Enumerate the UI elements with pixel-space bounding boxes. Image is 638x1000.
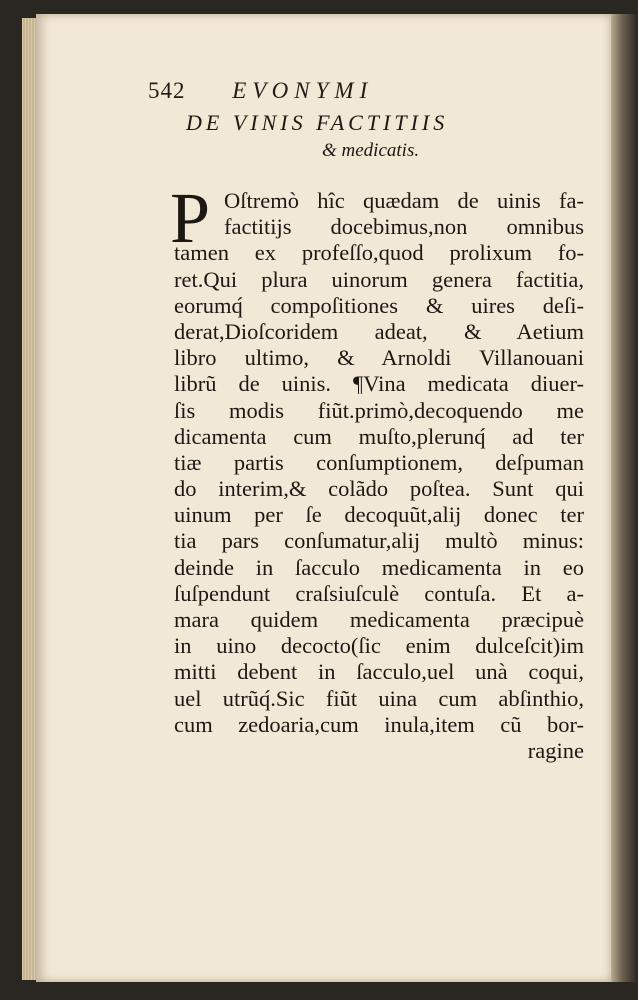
running-head: EVONYMI	[232, 78, 374, 103]
section-subtitle: & medicatis.	[322, 140, 420, 161]
text-line: mara quidem medicamenta præcipuè	[174, 607, 584, 632]
text-line: ret.Qui plura uinorum genera factitia,	[174, 266, 584, 292]
text-line: uinum per ſe decoquũt,alij donec ter	[174, 502, 584, 528]
text-line: eorumq́ compoſitiones & uires deſi-	[174, 292, 584, 318]
text-line: dicamenta cum muſto,plerunq́ ad ter	[174, 423, 584, 449]
catchword: ragine	[527, 737, 584, 763]
body-text	[174, 188, 584, 764]
text-line: uel utrũq́.Sic fiũt uina cum abſinthio,	[174, 685, 584, 711]
section-title: DE VINIS FACTITIIS	[186, 110, 449, 135]
text-line: mitti debent in ſacculo,uel unà coqui,	[174, 659, 584, 685]
text-line: derat,Dioſcoridem adeat, & Aetium	[174, 318, 584, 344]
drop-capital: P	[170, 178, 211, 258]
facing-page-edge	[611, 14, 638, 982]
text-line: tia pars conſumatur,alij multò minus:	[174, 528, 584, 554]
text-line: libro ultimo, & Arnoldi Villanouani	[174, 345, 584, 371]
text-line: librũ de uinis. ¶Vina medicata diuer-	[174, 371, 584, 397]
text-line: cum zedoaria,cum inula,item cũ bor-	[174, 711, 584, 737]
running-header	[148, 78, 373, 104]
text-line: Oſtremò hîc quædam de uinis fa-	[224, 188, 584, 213]
text-line: ſis modis fiũt.primò,decoquendo me	[174, 397, 584, 423]
text-line: tiæ partis conſumptionem, deſpuman	[174, 449, 584, 475]
text-line: tamen ex profeſſo,quod prolixum fo-	[174, 240, 584, 266]
page-number: 542	[148, 78, 186, 103]
text-line: ſuſpendunt craſsiuſculè contuſa. Et a-	[174, 580, 584, 606]
text-line: in uino decocto(ſic enim dulceſcit)im	[174, 633, 584, 659]
text-line: do interim,& colãdo poſtea. Sunt qui	[174, 476, 584, 502]
text-line: factitijs docebimus,non omnibus	[224, 214, 584, 240]
text-line: deinde in ſacculo medicamenta in eo	[174, 554, 584, 580]
